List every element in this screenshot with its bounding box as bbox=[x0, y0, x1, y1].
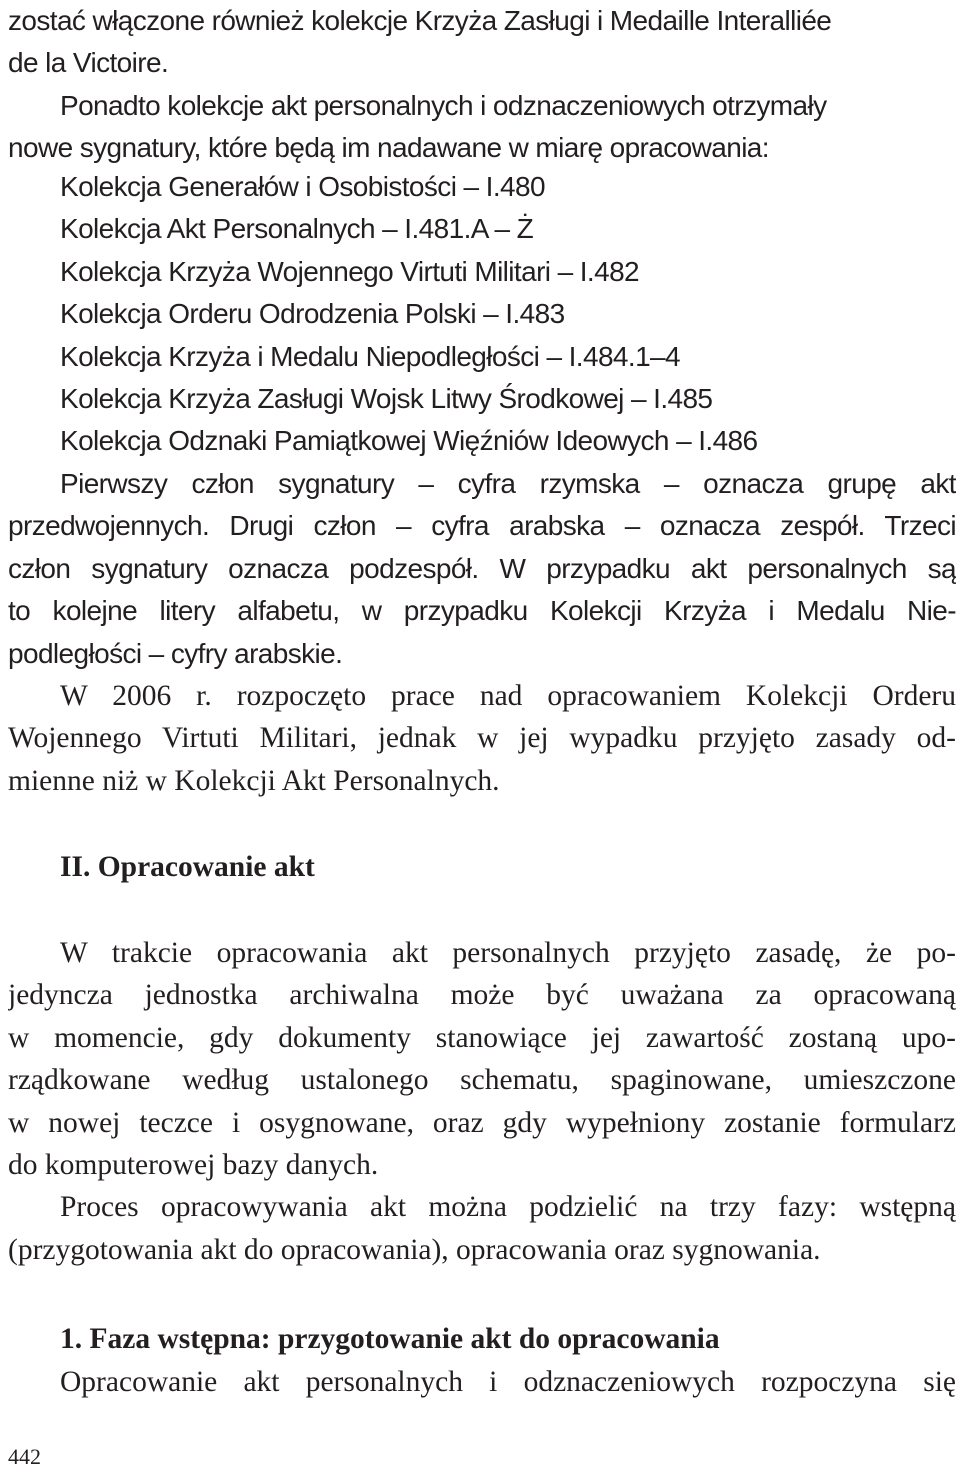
text-line: rządkowane według ustalonego schematu, spaginowane, umieszczone bbox=[8, 1064, 956, 1097]
collection-item: Kolekcja Generałów i Osobistości – I.480 bbox=[60, 171, 545, 202]
text-line: w momencie, gdy dokumenty stanowiące jej zawartość zostaną upo- bbox=[8, 1021, 956, 1054]
text-line: mienne niż w Kolekcji Akt Personalnych. bbox=[8, 764, 500, 797]
signature-paragraph bbox=[8, 463, 956, 802]
text-line: człon sygnatury oznacza podzespół. W przypadku akt personalnych są bbox=[8, 552, 956, 584]
text-line: Wojennego Virtuti Militari, jednak w jej wypadku przyjęto zasady od- bbox=[8, 722, 956, 755]
text-line: to kolejne litery alfabetu, w przypadku Kolekcji Krzyża i Medalu Nie- bbox=[8, 595, 956, 627]
collection-item: Kolekcja Akt Personalnych – I.481.A – Ż bbox=[60, 213, 534, 245]
text-line: (przygotowania akt do opracowania), opracowania oraz sygnowania. bbox=[8, 1233, 821, 1266]
subsection-heading: 1. Faza wstępna: przygotowanie akt do opracowania bbox=[60, 1323, 720, 1355]
section-heading: II. Opracowanie akt bbox=[60, 851, 315, 883]
collection-item: Kolekcja Krzyża i Medalu Niepodległości – I.484.1–4 bbox=[60, 340, 680, 372]
text-line: zostać włączone również kolekcje Krzyża Zasługi i Medaille Interalliée bbox=[8, 5, 832, 36]
text-line: do komputerowej bazy danych. bbox=[8, 1148, 379, 1181]
text-line: W 2006 r. rozpoczęto prace nad opracowaniem Kolekcji Orderu bbox=[60, 679, 956, 712]
collection-item: Kolekcja Krzyża Wojennego Virtuti Militari – I.482 bbox=[60, 255, 640, 287]
collections-list bbox=[8, 166, 956, 463]
collection-item: Kolekcja Krzyża Zasługi Wojsk Litwy Środkowej – I.485 bbox=[60, 383, 713, 415]
page-number: 442 bbox=[8, 1444, 41, 1469]
text-line: de la Victoire. bbox=[8, 47, 169, 79]
processing-paragraph bbox=[8, 932, 956, 1271]
text-line: jedyncza jednostka archiwalna może być uważana za opracowaną bbox=[8, 979, 956, 1012]
text-line: Proces opracowywania akt można podzielić na trzy fazy: wstępną bbox=[60, 1191, 956, 1224]
text-line: Pierwszy człon sygnatury – cyfra rzymska – oznacza grupę akt bbox=[60, 468, 956, 499]
text-line: Ponadto kolekcje akt personalnych i odznaczeniowych otrzymały bbox=[60, 89, 827, 121]
text-line: W trakcie opracowania akt personalnych przyjęto zasadę, że po- bbox=[60, 937, 956, 969]
text-line: podległości – cyfry arabskie. bbox=[8, 637, 343, 669]
phase-paragraph bbox=[8, 1361, 956, 1403]
text-line: przedwojennych. Drugi człon – cyfra arabska – oznacza zespół. Trzeci bbox=[8, 510, 956, 542]
text-line: nowe sygnatury, które będą im nadawane w miarę opracowania: bbox=[8, 132, 769, 164]
collection-item: Kolekcja Orderu Odrodzenia Polski – I.483 bbox=[60, 298, 565, 330]
text-line: w nowej teczce i osygnowane, oraz gdy wypełniony zostanie formularz bbox=[8, 1106, 956, 1139]
text-line: Opracowanie akt personalnych i odznaczeniowych rozpoczyna się bbox=[60, 1366, 956, 1398]
collection-item: Kolekcja Odznaki Pamiątkowej Więźniów Ideowych – I.486 bbox=[60, 425, 758, 457]
intro-paragraph bbox=[8, 0, 956, 170]
